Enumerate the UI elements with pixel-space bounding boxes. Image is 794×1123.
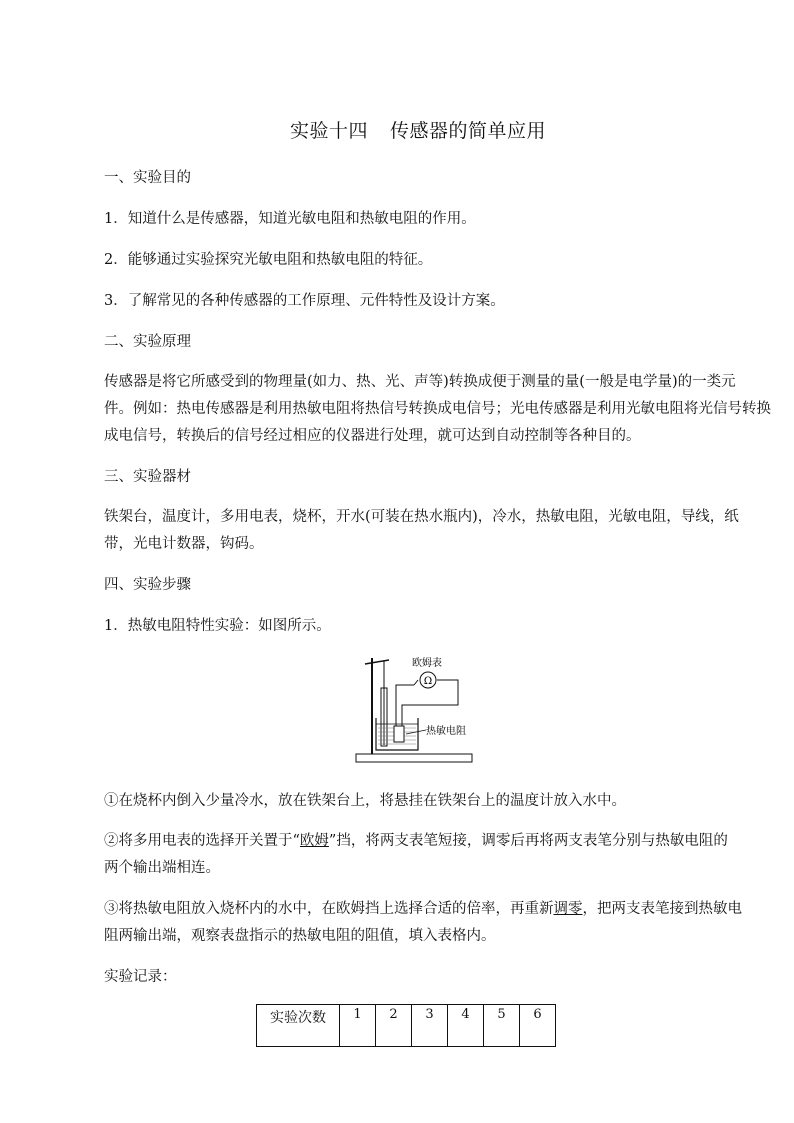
title-right: 传感器的简单应用 bbox=[390, 120, 547, 142]
table-header-cell: 实验次数 bbox=[257, 1005, 340, 1047]
sub-step-3 bbox=[104, 897, 742, 918]
table-cell: 3 bbox=[412, 1005, 448, 1047]
table-cell: 2 bbox=[376, 1005, 412, 1047]
sub-step-1: ①在烧杯内倒入少量冷水，放在铁架台上，将悬挂在铁架台上的温度计放入水中。 bbox=[104, 793, 626, 809]
page-title bbox=[0, 116, 794, 143]
stand-base bbox=[356, 754, 472, 762]
table-cell: 1 bbox=[340, 1005, 376, 1047]
table-cell: 5 bbox=[484, 1005, 520, 1047]
sub-step-3-text-b: ，把两支表笔接到热敏电 bbox=[582, 901, 742, 917]
sub-step-2 bbox=[104, 829, 728, 850]
step1-text: 1．热敏电阻特性实验：如图所示。 bbox=[104, 618, 331, 634]
thermistor bbox=[394, 726, 404, 742]
section3-heading: 三、实验器材 bbox=[104, 469, 191, 485]
sub-step-2-line-2: 两个输出端相连。 bbox=[104, 860, 220, 876]
ohm-symbol: Ω bbox=[423, 676, 433, 687]
thermistor-experiment-figure bbox=[354, 650, 476, 768]
thermistor-label: 热敏电阻 bbox=[426, 726, 466, 737]
sub-step-3-line-2: 阻两输出端，观察表盘指示的热敏电阻的阻值，填入表格内。 bbox=[104, 928, 496, 944]
section2-line-3: 成电信号，转换后的信号经过相应的仪器进行处理，就可达到自动控制等各种目的。 bbox=[104, 428, 641, 444]
sub-step-2-underlined: 欧姆 bbox=[299, 833, 329, 849]
record-table bbox=[256, 1004, 556, 1047]
sub-step-2-text-a: ②将多用电表的选择开关置于“ bbox=[104, 833, 300, 849]
section3-line-1: 铁架台，温度计，多用电表，烧杯，开水(可装在热水瓶内)，冷水，热敏电阻，光敏电阻，导线，纸 bbox=[104, 509, 739, 525]
section4-heading: 四、实验步骤 bbox=[104, 577, 191, 593]
table-row bbox=[257, 1005, 556, 1047]
section1-item-1: 1．知道什么是传感器，知道光敏电阻和热敏电阻的作用。 bbox=[104, 211, 476, 227]
ohmmeter-label: 欧姆表 bbox=[412, 658, 442, 669]
sub-step-3-underlined: 调零 bbox=[553, 901, 583, 917]
table-cell: 6 bbox=[520, 1005, 556, 1047]
record-label: 实验记录： bbox=[104, 969, 177, 985]
sub-step-2-text-b: ”挡，将两支表笔短接，调零后再将两支表笔分别与热敏电阻的 bbox=[328, 833, 728, 849]
section1-heading: 一、实验目的 bbox=[104, 170, 191, 186]
table-cell: 4 bbox=[448, 1005, 484, 1047]
section2-line-2: 件。例如：热电传感器是利用热敏电阻将热信号转换成电信号；光电传感器是利用光敏电阻将光信号转换 bbox=[104, 401, 771, 417]
section1-item-2: 2．能够通过实验探究光敏电阻和热敏电阻的特征。 bbox=[104, 252, 433, 268]
section2-heading: 二、实验原理 bbox=[104, 334, 191, 350]
section1-item-3: 3．了解常见的各种传感器的工作原理、元件特性及设计方案。 bbox=[104, 293, 505, 309]
stand-clamp bbox=[365, 660, 389, 664]
title-left: 实验十四 bbox=[289, 120, 368, 142]
section3-line-2: 带，光电计数器，钩码。 bbox=[104, 536, 264, 552]
section2-line-1: 传感器是将它所感受到的物理量(如力、热、光、声等)转换成便于测量的量(一般是电学量)的一类元 bbox=[104, 374, 736, 390]
sub-step-3-text-a: ③将热敏电阻放入烧杯内的水中，在欧姆挡上选择合适的倍率，再重新 bbox=[104, 901, 554, 917]
